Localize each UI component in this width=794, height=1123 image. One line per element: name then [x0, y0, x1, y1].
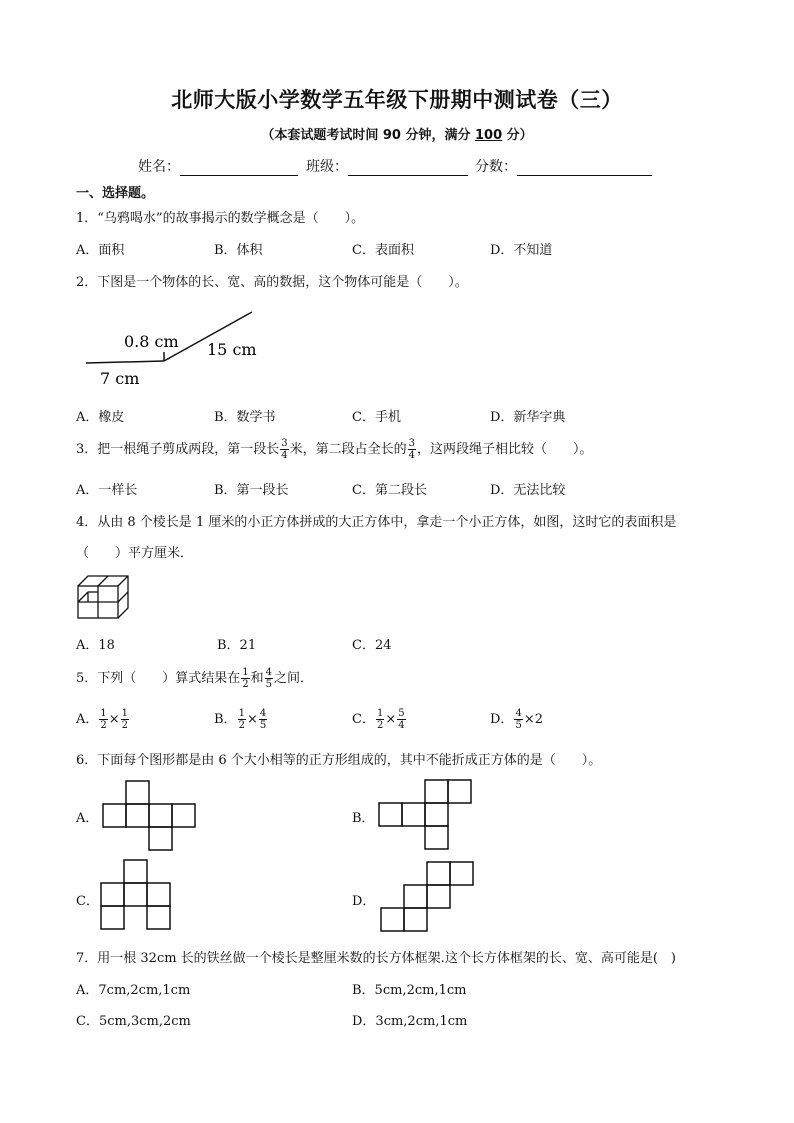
q5-option-d[interactable] — [490, 708, 543, 731]
q3-text-2: 米，第二段占全长的 — [289, 442, 407, 457]
denominator: 4 — [398, 720, 405, 731]
q2-option-c[interactable]: C．手机 — [352, 410, 401, 425]
class-blank[interactable] — [348, 161, 468, 176]
score-blank[interactable] — [517, 161, 652, 176]
question-1-stem: 1．“乌鸦喝水”的故事揭示的数学概念是（ ）。 — [76, 211, 365, 226]
q3-fraction-1 — [280, 438, 288, 461]
denominator: 2 — [121, 720, 129, 731]
score-label: 分数： — [475, 159, 517, 175]
q4-option-c[interactable]: C．24 — [352, 638, 392, 653]
net-b — [378, 779, 474, 851]
operator: × — [385, 712, 397, 727]
width-label: 0.8 cm — [124, 332, 179, 351]
option-label: B． — [214, 712, 237, 727]
fraction — [397, 708, 405, 731]
numerator: 4 — [515, 708, 522, 719]
length-label: 7 cm — [100, 369, 140, 388]
numerator: 1 — [376, 708, 384, 719]
q1-option-d[interactable]: D．不知道 — [490, 243, 553, 258]
numerator: 5 — [398, 708, 405, 719]
q7-option-c[interactable]: C．5cm,3cm,2cm — [76, 1014, 191, 1029]
q7-option-b[interactable]: B．5cm,2cm,1cm — [352, 983, 467, 998]
name-field[interactable] — [138, 156, 298, 176]
subtitle-post: 分） — [502, 128, 533, 143]
question-3-stem — [76, 438, 593, 461]
q6-option-c[interactable]: C． — [76, 894, 99, 909]
question-2-stem: 2．下图是一个物体的长、宽、高的数据，这个物体可能是（ ）。 — [76, 275, 468, 290]
question-4-stem-line1: 4．从由 8 个棱长是 1 厘米的小正方体拼成的大正方体中，拿走一个小正方体，如图，这时它的表面积是 — [76, 515, 677, 530]
q5-text-3: 之间． — [274, 671, 314, 686]
q4-option-b[interactable]: B．21 — [217, 638, 257, 653]
q5-option-c[interactable] — [352, 708, 407, 731]
q3-option-a[interactable]: A．一样长 — [76, 483, 138, 498]
fraction — [121, 708, 129, 731]
class-field[interactable] — [306, 156, 468, 176]
option-tail: ×2 — [523, 712, 543, 727]
fraction — [514, 708, 522, 731]
section-heading: 一、选择题。 — [76, 186, 155, 201]
q6-option-a[interactable]: A． — [76, 811, 99, 826]
dimension-figure — [80, 302, 270, 394]
q5-text-1: 5．下列（ ）算式结果在 — [76, 671, 241, 686]
fraction — [238, 708, 246, 731]
denominator: 5 — [259, 720, 267, 731]
q5-option-b[interactable] — [214, 708, 268, 731]
operator: × — [246, 712, 258, 727]
question-6-stem: 6．下面每个图形都是由 6 个大小相等的正方形组成的，其中不能折成正方体的是（ ）。 — [76, 753, 602, 768]
q7-option-a[interactable]: A．7cm,2cm,1cm — [76, 983, 191, 998]
denominator: 2 — [100, 720, 107, 731]
denominator: 2 — [242, 679, 249, 690]
q3-text-1: 3．把一根绳子剪成两段，第一段长 — [76, 442, 280, 457]
exam-subtitle — [0, 124, 794, 143]
option-label: A． — [76, 712, 99, 727]
denominator: 2 — [376, 720, 384, 731]
fraction — [99, 708, 107, 731]
question-4-stem-line2: （ ）平方厘米． — [76, 546, 194, 561]
class-label: 班级： — [306, 159, 348, 175]
numerator: 1 — [242, 667, 249, 678]
option-label: D． — [490, 712, 514, 727]
cube-figure — [76, 574, 132, 622]
denominator: 4 — [408, 450, 416, 461]
fraction — [376, 708, 384, 731]
numerator: 1 — [238, 708, 245, 719]
length-line — [86, 361, 164, 363]
denominator: 5 — [265, 679, 273, 690]
numerator: 1 — [100, 708, 107, 719]
q4-option-a[interactable]: A．18 — [76, 638, 115, 653]
q6-option-d[interactable]: D． — [352, 894, 376, 909]
q3-option-c[interactable]: C．第二段长 — [352, 483, 427, 498]
q1-option-b[interactable]: B．体积 — [214, 243, 263, 258]
numerator: 4 — [259, 708, 267, 719]
fraction — [259, 708, 267, 731]
score-field[interactable] — [475, 156, 652, 176]
net-a — [102, 780, 198, 852]
q2-option-b[interactable]: B．数学书 — [214, 410, 276, 425]
q6-option-b[interactable]: B． — [352, 811, 375, 826]
numerator: 4 — [265, 667, 273, 678]
q5-fraction-1 — [241, 667, 249, 690]
q1-option-a[interactable]: A．面积 — [76, 243, 125, 258]
q5-fraction-2 — [265, 667, 273, 690]
operator: × — [108, 712, 120, 727]
height-label: 15 cm — [207, 340, 257, 359]
q5-option-a[interactable] — [76, 708, 130, 731]
q1-option-c[interactable]: C．表面积 — [352, 243, 414, 258]
subtitle-pre: （本套试题考试时间 90 分钟，满分 — [261, 128, 475, 143]
q3-option-b[interactable]: B．第一段长 — [214, 483, 289, 498]
net-d — [380, 861, 476, 935]
question-5-stem — [76, 667, 313, 690]
q2-option-a[interactable]: A．橡皮 — [76, 410, 125, 425]
q3-fraction-2 — [408, 438, 416, 461]
numerator: 1 — [121, 708, 129, 719]
page-title: 北师大版小学数学五年级下册期中测试卷（三） — [171, 88, 623, 112]
denominator: 4 — [281, 450, 288, 461]
net-c — [100, 859, 174, 933]
name-blank[interactable] — [180, 161, 298, 176]
full-score: 100 — [475, 128, 503, 143]
denominator: 2 — [238, 720, 245, 731]
denominator: 5 — [515, 720, 522, 731]
q7-option-d[interactable]: D．3cm,2cm,1cm — [352, 1014, 468, 1029]
q2-option-d[interactable]: D．新华字典 — [490, 410, 566, 425]
option-label: C． — [352, 712, 375, 727]
numerator: 3 — [281, 438, 288, 449]
q5-text-2: 和 — [250, 671, 264, 686]
q3-text-3: ，这两段绳子相比较（ ）。 — [417, 442, 593, 457]
name-label: 姓名： — [138, 159, 180, 175]
numerator: 3 — [408, 438, 416, 449]
question-7-stem: 7．用一根 32cm 长的铁丝做一个棱长是整厘米数的长方体框架.这个长方体框架的长、宽、高可能是( ) — [76, 951, 676, 966]
q3-option-d[interactable]: D．无法比较 — [490, 483, 566, 498]
